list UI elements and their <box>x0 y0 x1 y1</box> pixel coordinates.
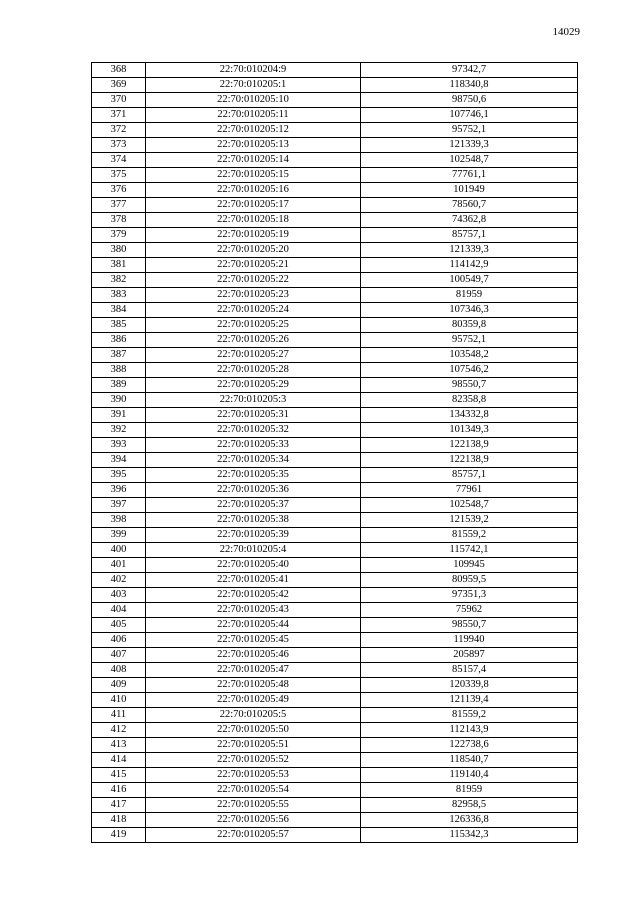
table-row <box>92 498 578 513</box>
table-row <box>92 108 578 123</box>
cadastral-value-cell: 122138,9 <box>361 438 578 453</box>
cadastral-number-cell: 22:70:010205:35 <box>146 468 361 483</box>
row-number-cell: 393 <box>92 438 146 453</box>
cadastral-value-cell: 85757,1 <box>361 228 578 243</box>
cadastral-value-cell: 82358,8 <box>361 393 578 408</box>
table-row <box>92 768 578 783</box>
cadastral-number-cell: 22:70:010205:12 <box>146 123 361 138</box>
row-number-cell: 395 <box>92 468 146 483</box>
row-number-cell: 387 <box>92 348 146 363</box>
row-number-cell: 392 <box>92 423 146 438</box>
row-number-cell: 370 <box>92 93 146 108</box>
cadastral-value-cell: 75962 <box>361 603 578 618</box>
table-row <box>92 633 578 648</box>
cadastral-value-cell: 81959 <box>361 783 578 798</box>
table-row <box>92 528 578 543</box>
cadastral-number-cell: 22:70:010205:42 <box>146 588 361 603</box>
row-number-cell: 398 <box>92 513 146 528</box>
cadastral-number-cell: 22:70:010205:40 <box>146 558 361 573</box>
table-row <box>92 693 578 708</box>
row-number-cell: 410 <box>92 693 146 708</box>
cadastral-value-cell: 121339,3 <box>361 243 578 258</box>
row-number-cell: 388 <box>92 363 146 378</box>
cadastral-number-cell: 22:70:010205:21 <box>146 258 361 273</box>
cadastral-number-cell: 22:70:010205:14 <box>146 153 361 168</box>
row-number-cell: 373 <box>92 138 146 153</box>
table-row <box>92 183 578 198</box>
cadastral-value-cell: 122138,9 <box>361 453 578 468</box>
cadastral-value-cell: 81959 <box>361 288 578 303</box>
cadastral-number-cell: 22:70:010205:54 <box>146 783 361 798</box>
table-row <box>92 378 578 393</box>
table-row <box>92 648 578 663</box>
cadastral-value-cell: 102548,7 <box>361 498 578 513</box>
row-number-cell: 417 <box>92 798 146 813</box>
row-number-cell: 389 <box>92 378 146 393</box>
cadastral-value-cell: 119140,4 <box>361 768 578 783</box>
cadastral-number-cell: 22:70:010205:43 <box>146 603 361 618</box>
cadastral-number-cell: 22:70:010205:46 <box>146 648 361 663</box>
cadastral-value-cell: 114142,9 <box>361 258 578 273</box>
row-number-cell: 416 <box>92 783 146 798</box>
table-row <box>92 438 578 453</box>
row-number-cell: 411 <box>92 708 146 723</box>
table-row <box>92 363 578 378</box>
row-number-cell: 403 <box>92 588 146 603</box>
table-row <box>92 243 578 258</box>
cadastral-value-cell: 120339,8 <box>361 678 578 693</box>
row-number-cell: 385 <box>92 318 146 333</box>
cadastral-number-cell: 22:70:010205:4 <box>146 543 361 558</box>
cadastral-number-cell: 22:70:010205:32 <box>146 423 361 438</box>
cadastral-number-cell: 22:70:010205:29 <box>146 378 361 393</box>
cadastral-value-cell: 85157,4 <box>361 663 578 678</box>
cadastral-number-cell: 22:70:010205:33 <box>146 438 361 453</box>
table-row <box>92 753 578 768</box>
row-number-cell: 415 <box>92 768 146 783</box>
table-row <box>92 573 578 588</box>
cadastral-value-cell: 85757,1 <box>361 468 578 483</box>
table-row <box>92 333 578 348</box>
row-number-cell: 402 <box>92 573 146 588</box>
cadastral-number-cell: 22:70:010205:56 <box>146 813 361 828</box>
row-number-cell: 369 <box>92 78 146 93</box>
cadastral-value-cell: 115342,3 <box>361 828 578 843</box>
row-number-cell: 400 <box>92 543 146 558</box>
row-number-cell: 405 <box>92 618 146 633</box>
row-number-cell: 409 <box>92 678 146 693</box>
table-row <box>92 168 578 183</box>
table-row <box>92 63 578 78</box>
table-row <box>92 513 578 528</box>
row-number-cell: 391 <box>92 408 146 423</box>
cadastral-number-cell: 22:70:010204:9 <box>146 63 361 78</box>
table-row <box>92 588 578 603</box>
cadastral-number-cell: 22:70:010205:34 <box>146 453 361 468</box>
cadastral-number-cell: 22:70:010205:37 <box>146 498 361 513</box>
page-number: 14029 <box>552 26 580 38</box>
table-row <box>92 558 578 573</box>
cadastral-number-cell: 22:70:010205:55 <box>146 798 361 813</box>
cadastral-number-cell: 22:70:010205:13 <box>146 138 361 153</box>
cadastral-number-cell: 22:70:010205:41 <box>146 573 361 588</box>
cadastral-number-cell: 22:70:010205:47 <box>146 663 361 678</box>
cadastral-number-cell: 22:70:010205:49 <box>146 693 361 708</box>
row-number-cell: 379 <box>92 228 146 243</box>
row-number-cell: 397 <box>92 498 146 513</box>
table-row <box>92 93 578 108</box>
cadastral-number-cell: 22:70:010205:39 <box>146 528 361 543</box>
cadastral-value-cell: 98550,7 <box>361 618 578 633</box>
row-number-cell: 368 <box>92 63 146 78</box>
cadastral-number-cell: 22:70:010205:28 <box>146 363 361 378</box>
table-row <box>92 423 578 438</box>
table-row <box>92 453 578 468</box>
cadastral-value-cell: 77961 <box>361 483 578 498</box>
cadastral-number-cell: 22:70:010205:3 <box>146 393 361 408</box>
table-row <box>92 813 578 828</box>
table-row <box>92 318 578 333</box>
cadastral-number-cell: 22:70:010205:44 <box>146 618 361 633</box>
cadastral-number-cell: 22:70:010205:22 <box>146 273 361 288</box>
row-number-cell: 414 <box>92 753 146 768</box>
row-number-cell: 382 <box>92 273 146 288</box>
table-row <box>92 153 578 168</box>
cadastral-number-cell: 22:70:010205:45 <box>146 633 361 648</box>
row-number-cell: 390 <box>92 393 146 408</box>
cadastral-value-cell: 80959,5 <box>361 573 578 588</box>
row-number-cell: 404 <box>92 603 146 618</box>
table-row <box>92 303 578 318</box>
cadastral-value-cell: 121139,4 <box>361 693 578 708</box>
cadastral-number-cell: 22:70:010205:36 <box>146 483 361 498</box>
cadastral-value-cell: 82958,5 <box>361 798 578 813</box>
table-row <box>92 348 578 363</box>
cadastral-value-cell: 109945 <box>361 558 578 573</box>
row-number-cell: 374 <box>92 153 146 168</box>
cadastral-value-cell: 97342,7 <box>361 63 578 78</box>
cadastral-value-cell: 119940 <box>361 633 578 648</box>
table-row <box>92 198 578 213</box>
cadastral-value-cell: 101949 <box>361 183 578 198</box>
table-row <box>92 783 578 798</box>
cadastral-number-cell: 22:70:010205:31 <box>146 408 361 423</box>
row-number-cell: 407 <box>92 648 146 663</box>
table-row <box>92 708 578 723</box>
table-row <box>92 273 578 288</box>
cadastral-number-cell: 22:70:010205:15 <box>146 168 361 183</box>
row-number-cell: 396 <box>92 483 146 498</box>
row-number-cell: 371 <box>92 108 146 123</box>
table-row <box>92 213 578 228</box>
table-row <box>92 288 578 303</box>
row-number-cell: 383 <box>92 288 146 303</box>
cadastral-value-table <box>91 62 578 843</box>
row-number-cell: 399 <box>92 528 146 543</box>
table-row <box>92 723 578 738</box>
cadastral-value-cell: 107746,1 <box>361 108 578 123</box>
row-number-cell: 394 <box>92 453 146 468</box>
cadastral-value-cell: 122738,6 <box>361 738 578 753</box>
cadastral-value-cell: 118340,8 <box>361 78 578 93</box>
cadastral-number-cell: 22:70:010205:26 <box>146 333 361 348</box>
cadastral-number-cell: 22:70:010205:24 <box>146 303 361 318</box>
cadastral-number-cell: 22:70:010205:27 <box>146 348 361 363</box>
table-row <box>92 78 578 93</box>
row-number-cell: 376 <box>92 183 146 198</box>
cadastral-value-cell: 98750,6 <box>361 93 578 108</box>
cadastral-value-cell: 81559,2 <box>361 708 578 723</box>
cadastral-value-cell: 74362,8 <box>361 213 578 228</box>
cadastral-value-cell: 205897 <box>361 648 578 663</box>
row-number-cell: 381 <box>92 258 146 273</box>
cadastral-value-cell: 121539,2 <box>361 513 578 528</box>
cadastral-number-cell: 22:70:010205:1 <box>146 78 361 93</box>
cadastral-value-cell: 107346,3 <box>361 303 578 318</box>
cadastral-value-cell: 103548,2 <box>361 348 578 363</box>
cadastral-value-cell: 115742,1 <box>361 543 578 558</box>
table-row <box>92 483 578 498</box>
cadastral-value-cell: 95752,1 <box>361 123 578 138</box>
table-row <box>92 408 578 423</box>
cadastral-number-cell: 22:70:010205:23 <box>146 288 361 303</box>
row-number-cell: 418 <box>92 813 146 828</box>
row-number-cell: 377 <box>92 198 146 213</box>
cadastral-value-cell: 121339,3 <box>361 138 578 153</box>
cadastral-value-cell: 112143,9 <box>361 723 578 738</box>
table-row <box>92 798 578 813</box>
cadastral-number-cell: 22:70:010205:11 <box>146 108 361 123</box>
row-number-cell: 401 <box>92 558 146 573</box>
cadastral-number-cell: 22:70:010205:20 <box>146 243 361 258</box>
table-row <box>92 543 578 558</box>
row-number-cell: 419 <box>92 828 146 843</box>
row-number-cell: 408 <box>92 663 146 678</box>
cadastral-number-cell: 22:70:010205:52 <box>146 753 361 768</box>
cadastral-number-cell: 22:70:010205:16 <box>146 183 361 198</box>
cadastral-value-cell: 98550,7 <box>361 378 578 393</box>
table-row <box>92 738 578 753</box>
cadastral-value-cell: 134332,8 <box>361 408 578 423</box>
table-row <box>92 123 578 138</box>
table-row <box>92 678 578 693</box>
cadastral-number-cell: 22:70:010205:25 <box>146 318 361 333</box>
cadastral-number-cell: 22:70:010205:53 <box>146 768 361 783</box>
row-number-cell: 380 <box>92 243 146 258</box>
cadastral-number-cell: 22:70:010205:10 <box>146 93 361 108</box>
row-number-cell: 372 <box>92 123 146 138</box>
table-row <box>92 663 578 678</box>
table-row <box>92 828 578 843</box>
row-number-cell: 384 <box>92 303 146 318</box>
cadastral-value-cell: 95752,1 <box>361 333 578 348</box>
cadastral-value-cell: 100549,7 <box>361 273 578 288</box>
row-number-cell: 406 <box>92 633 146 648</box>
table-row <box>92 393 578 408</box>
table-body <box>92 63 578 843</box>
cadastral-number-cell: 22:70:010205:18 <box>146 213 361 228</box>
cadastral-value-cell: 126336,8 <box>361 813 578 828</box>
cadastral-number-cell: 22:70:010205:50 <box>146 723 361 738</box>
table-row <box>92 468 578 483</box>
row-number-cell: 412 <box>92 723 146 738</box>
cadastral-number-cell: 22:70:010205:51 <box>146 738 361 753</box>
cadastral-number-cell: 22:70:010205:19 <box>146 228 361 243</box>
row-number-cell: 413 <box>92 738 146 753</box>
cadastral-number-cell: 22:70:010205:48 <box>146 678 361 693</box>
table-row <box>92 138 578 153</box>
cadastral-number-cell: 22:70:010205:5 <box>146 708 361 723</box>
cadastral-value-cell: 101349,3 <box>361 423 578 438</box>
cadastral-value-cell: 107546,2 <box>361 363 578 378</box>
table-row <box>92 618 578 633</box>
row-number-cell: 378 <box>92 213 146 228</box>
cadastral-value-cell: 102548,7 <box>361 153 578 168</box>
cadastral-value-cell: 80359,8 <box>361 318 578 333</box>
table-row <box>92 258 578 273</box>
cadastral-value-cell: 77761,1 <box>361 168 578 183</box>
cadastral-number-cell: 22:70:010205:38 <box>146 513 361 528</box>
cadastral-number-cell: 22:70:010205:57 <box>146 828 361 843</box>
cadastral-value-cell: 81559,2 <box>361 528 578 543</box>
cadastral-value-cell: 78560,7 <box>361 198 578 213</box>
cadastral-value-cell: 118540,7 <box>361 753 578 768</box>
row-number-cell: 375 <box>92 168 146 183</box>
row-number-cell: 386 <box>92 333 146 348</box>
table-row <box>92 603 578 618</box>
cadastral-number-cell: 22:70:010205:17 <box>146 198 361 213</box>
cadastral-value-cell: 97351,3 <box>361 588 578 603</box>
table-row <box>92 228 578 243</box>
